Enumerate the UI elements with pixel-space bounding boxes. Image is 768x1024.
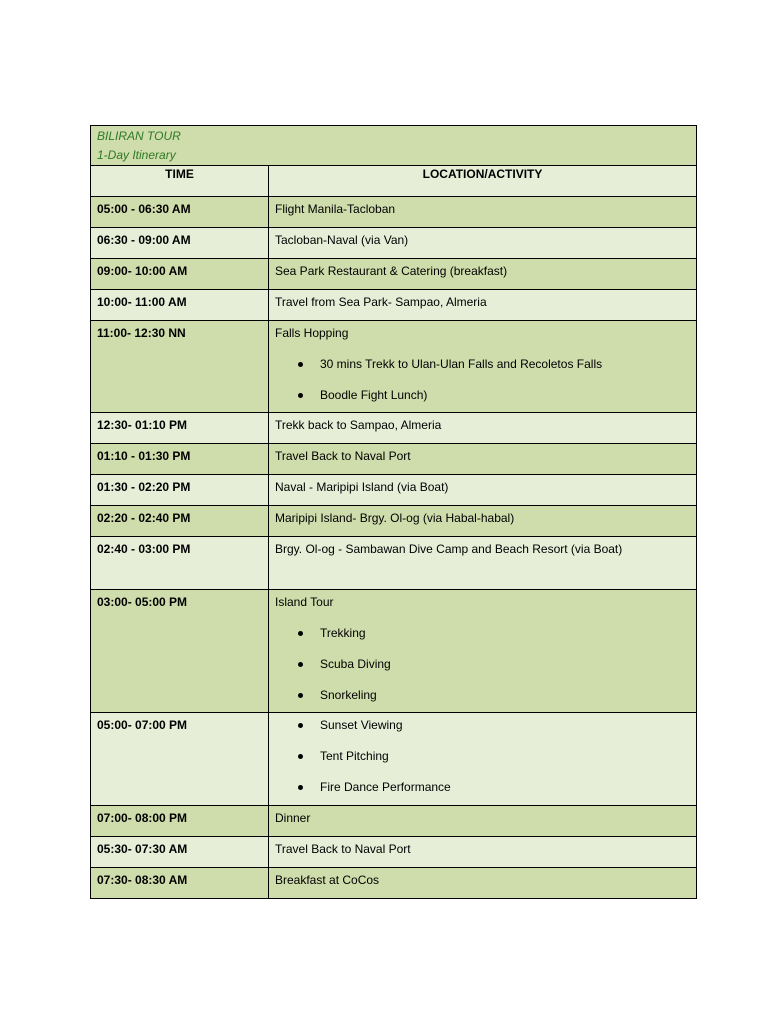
bullet-dot-icon (298, 662, 303, 667)
activity-cell (269, 806, 697, 837)
activity-cell (269, 228, 697, 259)
activity-text: Travel Back to Naval Port (275, 842, 411, 856)
activity-cell (269, 290, 697, 321)
activity-text: Tacloban-Naval (via Van) (275, 233, 409, 247)
bullet-dot-icon (298, 631, 303, 636)
itinerary-row (91, 290, 697, 321)
time-cell: 05:00- 07:00 PM (91, 713, 269, 806)
itinerary-row (91, 475, 697, 506)
time-cell: 02:20 - 02:40 PM (91, 506, 269, 537)
bullet-item (275, 656, 690, 672)
activity-text: Maripipi Island- Brgy. Ol-og (via Habal-habal) (275, 511, 515, 525)
activity-cell (269, 321, 697, 413)
activity-cell (269, 475, 697, 506)
time-cell: 12:30- 01:10 PM (91, 413, 269, 444)
itinerary-row (91, 321, 697, 413)
bullet-text: Scuba Diving (320, 657, 391, 671)
itinerary-row (91, 537, 697, 590)
bullet-dot-icon (298, 785, 303, 790)
activity-text: Dinner (275, 811, 311, 825)
bullet-dot-icon (298, 693, 303, 698)
bullet-item (275, 356, 690, 372)
bullet-dot-icon (298, 723, 303, 728)
activity-cell (269, 590, 697, 713)
bullet-text: Tent Pitching (320, 749, 389, 763)
time-cell: 11:00- 12:30 NN (91, 321, 269, 413)
activity-text: Breakfast at CoCos (275, 873, 380, 887)
header-row (91, 166, 697, 197)
activity-text: Travel from Sea Park- Sampao, Almeria (275, 295, 487, 309)
activity-text: Sea Park Restaurant & Catering (breakfast) (275, 264, 508, 278)
activity-cell (269, 868, 697, 899)
activity-cell (269, 506, 697, 537)
time-cell: 05:30- 07:30 AM (91, 837, 269, 868)
itinerary-row (91, 259, 697, 290)
bullet-text: Snorkeling (320, 688, 377, 702)
time-cell: 03:00- 05:00 PM (91, 590, 269, 713)
time-cell: 07:30- 08:30 AM (91, 868, 269, 899)
itinerary-row (91, 444, 697, 475)
activity-text: Trekk back to Sampao, Almeria (275, 418, 442, 432)
bullet-item (275, 387, 690, 403)
bullet-text: Trekking (320, 626, 366, 640)
activity-cell (269, 837, 697, 868)
itinerary-row (91, 713, 697, 806)
bullet-item (275, 687, 690, 703)
bullet-item (275, 625, 690, 641)
activity-cell (269, 259, 697, 290)
time-cell: 05:00 - 06:30 AM (91, 197, 269, 228)
time-cell: 02:40 - 03:00 PM (91, 537, 269, 590)
activity-text: Flight Manila-Tacloban (275, 202, 396, 216)
activity-cell (269, 413, 697, 444)
time-cell: 06:30 - 09:00 AM (91, 228, 269, 259)
activity-cell (269, 444, 697, 475)
bullet-dot-icon (298, 393, 303, 398)
activity-cell (269, 713, 697, 806)
activity-text: Travel Back to Naval Port (275, 449, 411, 463)
activity-column-header: LOCATION/ACTIVITY (269, 166, 697, 197)
bullet-text: Sunset Viewing (320, 718, 403, 732)
time-cell: 07:00- 08:00 PM (91, 806, 269, 837)
itinerary-row (91, 413, 697, 444)
bullet-item (275, 779, 690, 795)
time-cell: 01:30 - 02:20 PM (91, 475, 269, 506)
bullet-text: Fire Dance Performance (320, 780, 451, 794)
itinerary-row (91, 590, 697, 713)
time-column-header: TIME (91, 166, 269, 197)
bullet-text: 30 mins Trekk to Ulan-Ulan Falls and Recoletos Falls (320, 357, 603, 371)
itinerary-row (91, 868, 697, 899)
title-block (91, 126, 697, 166)
activity-text: Island Tour (275, 595, 334, 609)
time-cell: 10:00- 11:00 AM (91, 290, 269, 321)
activity-text: Naval - Maripipi Island (via Boat) (275, 480, 449, 494)
bullet-item (275, 748, 690, 764)
itinerary-row (91, 506, 697, 537)
itinerary-table (90, 125, 697, 899)
bullet-text: Boodle Fight Lunch) (320, 388, 428, 402)
activity-text: Falls Hopping (275, 326, 349, 340)
itinerary-row (91, 197, 697, 228)
itinerary-row (91, 228, 697, 259)
table-title: BILIRAN TOUR (97, 129, 181, 143)
time-cell: 09:00- 10:00 AM (91, 259, 269, 290)
bullet-item (275, 717, 690, 733)
activity-cell (269, 197, 697, 228)
activity-text: Brgy. Ol-og - Sambawan Dive Camp and Beach Resort (via Boat) (275, 542, 623, 556)
time-cell: 01:10 - 01:30 PM (91, 444, 269, 475)
table-subtitle: 1-Day Itinerary (97, 148, 176, 162)
bullet-dot-icon (298, 362, 303, 367)
activity-cell (269, 537, 697, 590)
itinerary-row (91, 806, 697, 837)
itinerary-row (91, 837, 697, 868)
bullet-dot-icon (298, 754, 303, 759)
